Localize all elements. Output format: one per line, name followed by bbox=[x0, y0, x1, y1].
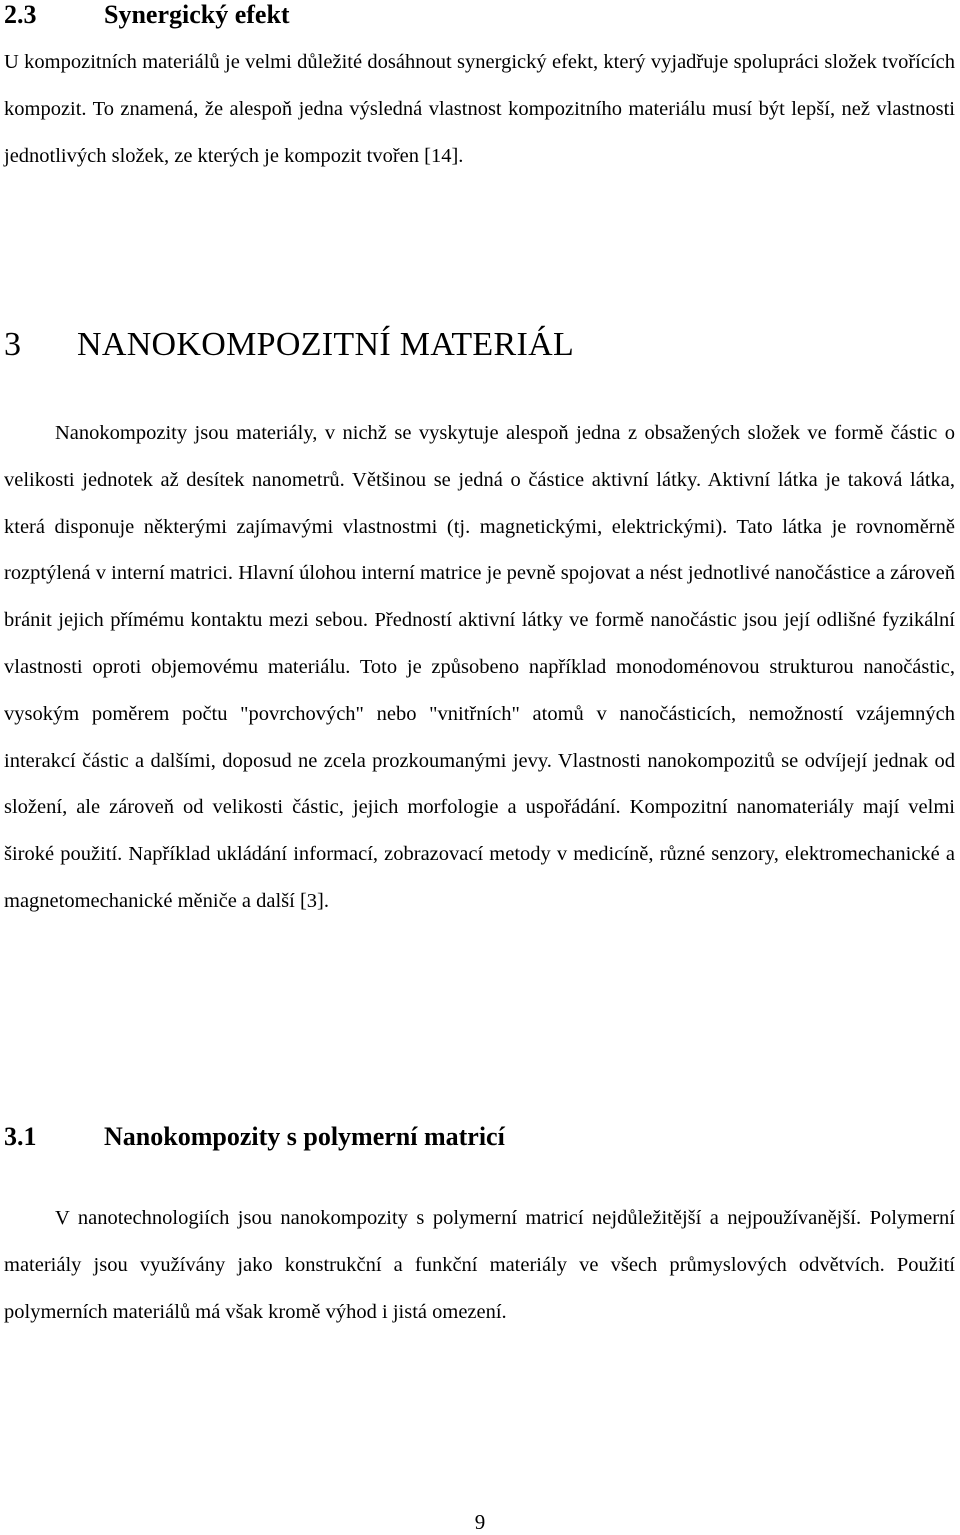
section-3-1-paragraph: V nanotechnologiích jsou nanokompozity s polymerní matricí nejdůležitější a nejpoužívanější. Polymerní materiály jsou využívány jako konstrukční a funkční materiály ve všech průmyslových odvětvích. Použití polymerních materiálů má však kromě výhod i jistá omezení. bbox=[4, 1207, 955, 1323]
page-number: 9 bbox=[474, 1510, 486, 1534]
section-number: 3.1 bbox=[4, 1122, 37, 1151]
chapter-3-paragraph: Nanokompozity jsou materiály, v nichž se vyskytuje alespoň jedna z obsažených složek ve formě částic o velikosti jednotek až desítek nanometrů. Většinou se jedná o částice aktivní látky. Aktivní látka je taková látka, která disponuje některými zajímavými vlastnostmi (tj. magnetickými, elektrickými). Tato látka je rovnoměrně rozptýlená v interní matrici. Hlavní úlohou interní matrice je pevně spojovat a nést jednotlivé nanočástice a zároveň bránit jejich přímému kontaktu mezi sebou. Předností aktivní látky ve formě nanočástic jsou její odlišné fyzikální vlastnosti oproti objemovému materiálu. Toto je způsobeno například monodoménovou strukturou nanočástic, vysokým poměrem počtu "povrchových" nebo "vnitřních" atomů v nanočásticích, nemožností vzájemných interakcí částic a dalšími, doposud ne zcela prozkoumanými jevy. Vlastnosti nanokompozitů se odvíjejí jednak od složení, ale zároveň od velikosti částic, jejich morfologie a uspořádání. Kompozitní nanomateriály mají velmi široké použití. Například ukládání informací, zobrazovací metody v medicíně, různé senzory, elektromechanické a magnetomechanické měniče a další [3]. bbox=[4, 422, 955, 912]
chapter-number: 3 bbox=[4, 326, 22, 363]
chapter-3-heading bbox=[4, 326, 574, 364]
section-3-1-heading bbox=[4, 1122, 505, 1152]
section-2-3-paragraph: U kompozitních materiálů je velmi důležité dosáhnout synergický efekt, který vyjadřuje spolupráci složek tvořících kompozit. To znamená, že alespoň jedna výsledná vlastnost kompozitního materiálu musí být lepší, než vlastnosti jednotlivých složek, ze kterých je kompozit tvořen [14]. bbox=[4, 51, 955, 167]
section-title: Synergický efekt bbox=[104, 0, 290, 29]
section-title: Nanokompozity s polymerní matricí bbox=[104, 1122, 505, 1151]
section-2-3-heading bbox=[4, 0, 290, 30]
section-number: 2.3 bbox=[4, 0, 37, 29]
chapter-title: NANOKOMPOZITNÍ MATERIÁL bbox=[77, 326, 575, 363]
